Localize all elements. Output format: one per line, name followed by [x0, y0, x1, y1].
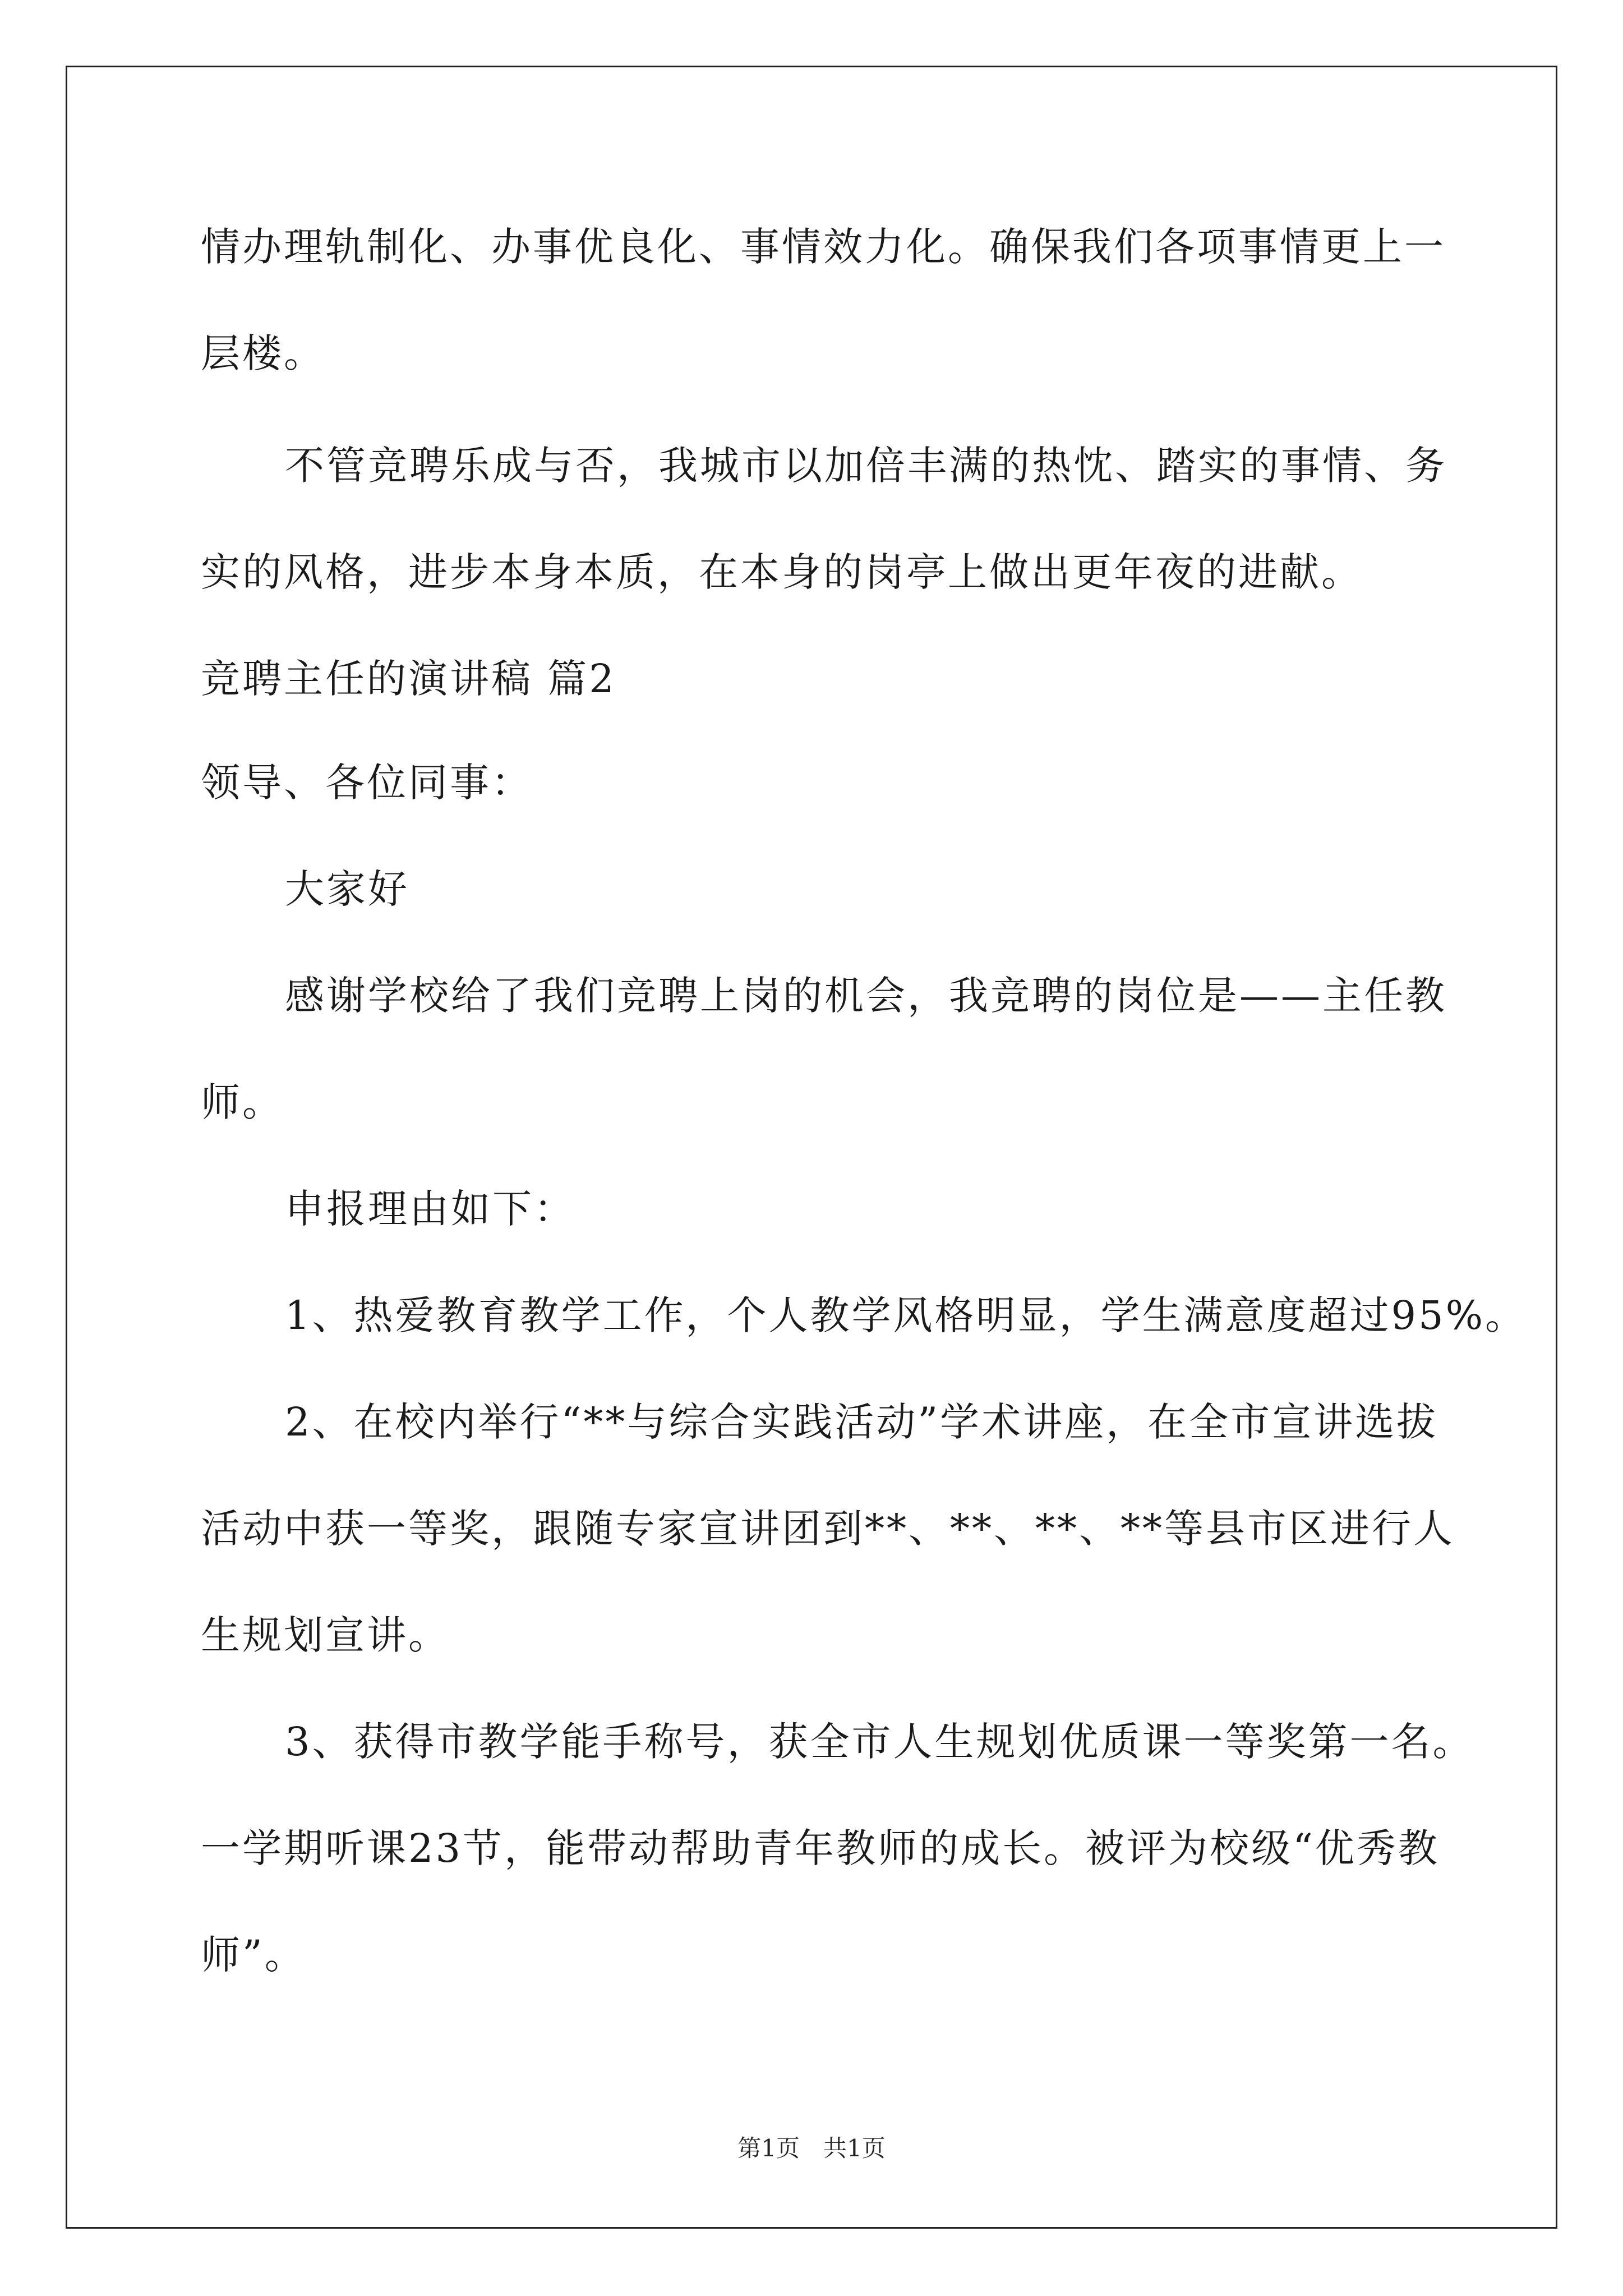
- text-line: 申报理由如下：: [285, 1186, 575, 1232]
- salutation: 领导、各位同事：: [201, 760, 533, 806]
- text-line: 师”。: [201, 1932, 306, 1978]
- page-frame: [66, 66, 1557, 2229]
- text-line: 师。: [201, 1079, 284, 1125]
- text-line: 实的风格，进步本身本质，在本身的岗亭上做出更年夜的进献。: [201, 549, 1363, 595]
- page-footer: 第1页 共1页: [737, 2134, 886, 2162]
- text-line: 3、获得市教学能手称号，获全市人生规划优质课一等奖第一名。: [285, 1719, 1474, 1765]
- text-line: 情办理轨制化、办事优良化、事情效力化。确保我们各项事情更上一: [201, 224, 1446, 270]
- text-line: 大家好: [285, 866, 409, 912]
- text-line: 2、在校内举行“**与综合实践活动”学术讲座，在全市宣讲选拔: [285, 1399, 1438, 1445]
- text-line: 1、热爱教育教学工作，个人教学风格明显，学生满意度超过95%。: [285, 1292, 1527, 1338]
- text-line: 活动中获一等奖，跟随专家宣讲团到**、**、**、**等县市区进行人: [201, 1506, 1455, 1552]
- section-heading: 竞聘主任的演讲稿 篇2: [201, 656, 616, 702]
- text-line: 感谢学校给了我们竞聘上岗的机会，我竞聘的岗位是——主任教: [285, 973, 1447, 1019]
- text-line: 层楼。: [201, 330, 325, 376]
- text-line: 不管竞聘乐成与否，我城市以加倍丰满的热忱、踏实的事情、务: [285, 443, 1447, 489]
- text-line: 一学期听课23节，能带动帮助青年教师的成长。被评为校级“优秀教: [201, 1825, 1440, 1871]
- text-line: 生规划宣讲。: [201, 1612, 450, 1658]
